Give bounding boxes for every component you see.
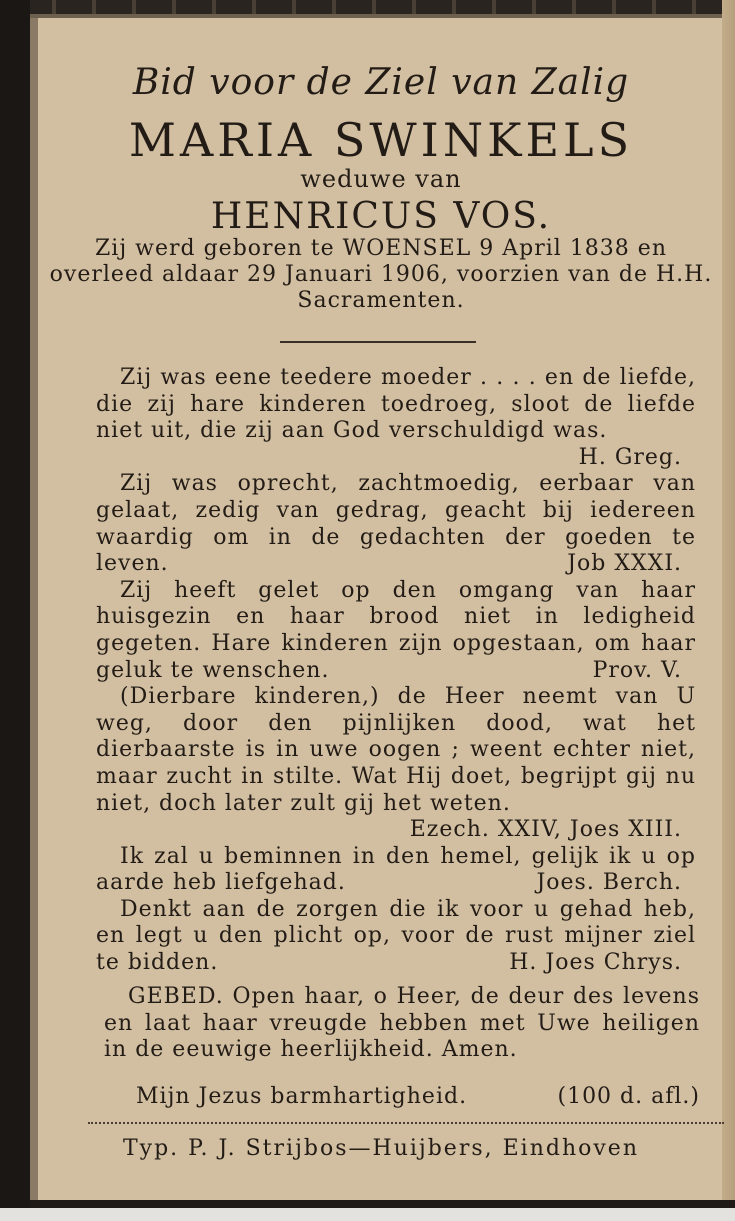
deceased-name: MARIA SWINKELS: [128, 113, 634, 167]
husband-name: HENRICUS VOS.: [210, 196, 552, 237]
verse-source: H. Joes Chrys.: [509, 950, 682, 976]
verse: [96, 471, 696, 577]
birth-death-text: Zij werd geboren te WOENSEL 9 April 1838 en overleed aldaar 29 Januari 1906, voorzien van de H.H. Sacramenten.: [49, 236, 713, 313]
verse: [96, 578, 696, 684]
verse-source: Job XXXI.: [567, 551, 682, 577]
verse: [96, 684, 696, 843]
verses-block: [96, 365, 696, 977]
prayer-text: Open haar, o Heer, de deur des levens en laat haar vreugde hebben met Uwe heiligen in de eeuwige heerlijkheid. Amen.: [104, 984, 701, 1063]
verse-text: Zij heeft gelet op den omgang van haar huisgezin en haar brood niet in ledigheid gegeten. Hare kinderen zijn opgestaan, om haar geluk te wenschen.: [96, 577, 696, 683]
dotted-divider: [88, 1122, 724, 1124]
widow-of-label: weduwe van: [300, 165, 462, 193]
scan-background-strip: [0, 1208, 735, 1221]
verse-source: Prov. V.: [592, 657, 682, 683]
border-inner-line: [30, 0, 38, 1221]
mourning-border-bottom: [30, 1200, 735, 1208]
verse-text: (Dierbare kinderen,) de Heer neemt van U weg, door den pijnlijken dood, wat het dierbaarste is in uwe oogen ; weent echter niet, maar zucht in stilte. Wat Hij doet, begrijpt gij nu niet, doch later zult gij het weten.: [96, 684, 696, 816]
indulgence-note: (100 d. afl.): [557, 1084, 700, 1109]
verse-text: Ik zal u beminnen in den hemel, gelijk ik u op aarde heb liefgehad.: [96, 843, 696, 896]
verse-text: Denkt aan de zorgen die ik voor u gehad heb, en legt u den plicht op, voor de rust mijner ziel te bidden.: [96, 896, 696, 976]
verse: [96, 844, 696, 897]
verse: [96, 365, 696, 470]
verse-text: Zij was eene teedere moeder . . . . en de liefde, die zij hare kinderen toedroeg, sloot de liefde niet uit, die zij aan God verschuldigd was.: [96, 365, 696, 444]
prayer-block: [104, 984, 700, 1064]
verse-source: Joes. Berch.: [536, 870, 682, 896]
indulgence-text: Mijn Jezus barmhartigheid.: [136, 1084, 468, 1109]
mourning-border-top: [30, 0, 735, 14]
card-content: [40, 18, 722, 1200]
prayer-label: GEBED.: [128, 984, 224, 1009]
indulgence-line: [136, 1084, 700, 1109]
invocation-heading: Bid voor de Ziel van Zalig: [132, 62, 630, 103]
mourning-border-left: [0, 0, 30, 1221]
verse: [96, 897, 696, 977]
printer-imprint: Typ. P. J. Strijbos—Huijbers, Eindhoven: [123, 1136, 639, 1161]
divider-rule: [280, 341, 476, 343]
verse-source: H. Greg.: [578, 444, 682, 470]
verse-text: Zij was oprecht, zachtmoedig, eerbaar van gelaat, zedig van gedrag, geacht bij iedereen waardig om in de gedachten der goeden te leven.: [96, 471, 696, 577]
card-right-edge: [722, 0, 735, 1221]
verse-source: Ezech. XXIV, Joes XIII.: [409, 817, 682, 843]
